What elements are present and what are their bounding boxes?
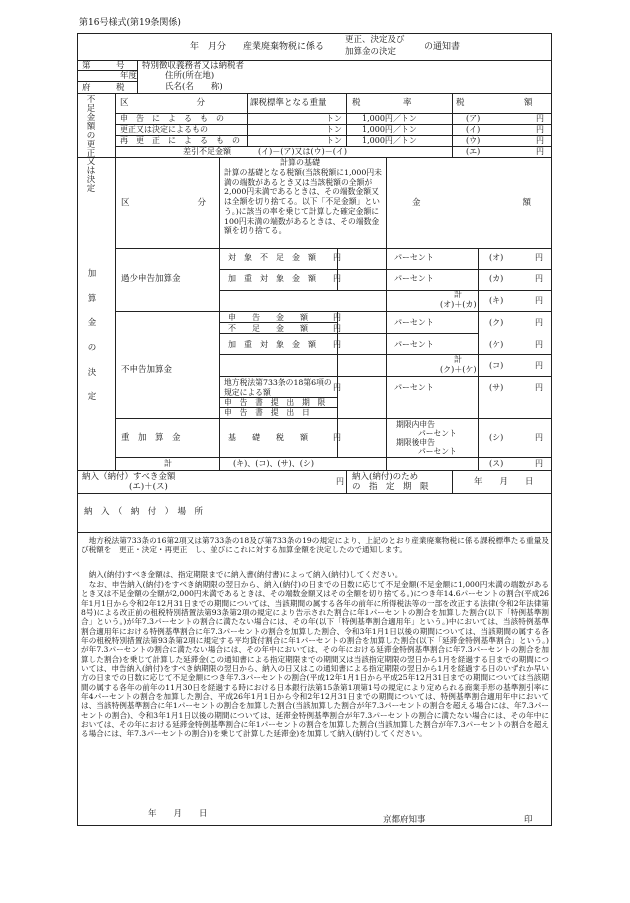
yen-unit: 円 [536, 136, 544, 145]
code-shi: (シ) [489, 433, 504, 442]
yen-unit: 円 [333, 340, 341, 349]
percent-unit: パーセント [394, 340, 434, 349]
sec2-vertical-label: 加算金の決定 [87, 269, 97, 403]
notice-number-label: 第 号 [82, 61, 125, 71]
code-u: (ウ) [466, 136, 481, 145]
percent-unit: パーセント [394, 274, 434, 283]
yen-unit: 円 [535, 274, 543, 283]
unit-ton: トン [326, 114, 342, 123]
filing-date: 申 告 書 提 出 日 [224, 408, 310, 417]
payer-label: 特別徴収義務者又は納税者 [142, 61, 245, 71]
diff-formula: (イ)－(ア)又は(ウ)－(イ) [258, 147, 347, 156]
payment-deadline-label: 納入(納付)のため [352, 472, 419, 482]
address-label: 住所(所在地) [165, 71, 215, 81]
issuer-name: 京都府知事 [383, 815, 426, 825]
code-su: (ス) [489, 459, 504, 468]
payment-amount-formula: (エ)＋(ス) [129, 482, 168, 492]
yen-unit: 円 [535, 340, 543, 349]
tax-rate: 1,000円／トン [362, 136, 417, 145]
prefectural-tax-label: 府 税 [82, 83, 125, 93]
yen-unit: 円 [333, 253, 341, 262]
yen-unit: 円 [535, 318, 543, 327]
basis-title: 計算の基礎 [280, 158, 320, 167]
sec1-header-weight: 課税標準となる重量 [250, 98, 327, 108]
yen-unit: 円 [336, 477, 344, 486]
kashou-label: 過少申告加算金 [121, 274, 181, 284]
name-label: 氏名(名 称) [165, 82, 223, 92]
notice-paragraph-1: 地方税法第733条の16第2項又は第733条の18及び第733条の19の規定により、上記のとおり産業廃棄物税に係る課税標準たる重量及び税額を 更正・決定・再更正 し、並びにこれに対する加算金額を決定したので通知します。 [81, 536, 549, 555]
notice-paragraph-2: 納入(納付)すべき金額は、指定期限までに納入書(納付書)によって納入(納付)してください。 [81, 570, 403, 579]
yen-unit: 円 [333, 313, 341, 322]
target-shortage-amount: 対 象 不 足 金 額 [228, 253, 316, 262]
no-filing-penalty-label: 不申告加算金 [121, 365, 173, 375]
percent-unit: パーセント [394, 318, 434, 327]
seal-mark: 印 [524, 815, 533, 825]
payment-place-label: 納 入 （ 納 付 ） 場 所 [84, 507, 204, 517]
filing-amount: 申 告 金 額 [228, 313, 308, 322]
tax-rate: 1,000円／トン [362, 125, 417, 134]
filing-deadline: 申 告 書 提 出 期 限 [224, 398, 326, 407]
percent-unit: パーセント [394, 253, 434, 262]
percent-unit: パーセント [394, 383, 434, 392]
article-733-18-amount: 地方税法第733条の18第6項の規定による額 [224, 378, 332, 397]
code-e: (エ) [466, 147, 481, 156]
penalty-total-label: 計 [164, 459, 172, 468]
sec1-vertical-label: 不足金額の更正又は決定 [86, 95, 96, 195]
header-title-post: の通知書 [424, 42, 461, 52]
code-ko: (コ) [489, 361, 504, 370]
shortage-amount: 不 足 金 額 [228, 324, 308, 333]
basis-text: 計算の基礎となる税額(当該税額に1,000円未満の端数があるとき又は当該税額の全額が2,000円未満であるときは、その端数金額又は全額を切り捨てる。以下「不足金額」という。)に該当の率を乗じて計算した確定金額に100円未満の端数があるときは、その端数金額を切り捨てる。 [224, 168, 382, 236]
header-option-kasankin: 加算金の決定 [345, 47, 397, 57]
unit-ton: トン [326, 125, 342, 134]
percent-unit: パーセント [418, 447, 457, 456]
sec1-row-label: 再 更 正 に よ る も の [120, 136, 240, 145]
yen-unit: 円 [535, 383, 543, 392]
code-ke: (ケ) [489, 340, 504, 349]
issue-date: 年 月 日 [148, 809, 208, 819]
yen-unit: 円 [535, 296, 543, 305]
penalty-total-formula: (キ)、(コ)、(サ)、(シ) [233, 459, 314, 468]
aggravated-target-amount: 加 重 対 象 金 額 [228, 340, 316, 349]
yen-unit: 円 [535, 459, 543, 468]
sec1-header-rate: 税 率 [352, 98, 412, 108]
yen-unit: 円 [535, 253, 543, 262]
no-filing-total-label: 計 [454, 355, 462, 364]
yen-unit: 円 [536, 114, 544, 123]
code-a: (ア) [466, 114, 481, 123]
code-ka: (カ) [489, 274, 504, 283]
payment-deadline-date: 年 月 日 [474, 477, 534, 487]
sec2-header-amount: 金 額 [412, 198, 532, 208]
percent-unit: パーセント [418, 429, 457, 438]
code-ki: (キ) [489, 296, 504, 305]
yen-unit: 円 [535, 433, 543, 442]
sec1-row-label: 更正又は決定によるもの [120, 125, 208, 134]
yen-unit: 円 [333, 274, 341, 283]
diff-label: 差引不足金額 [183, 147, 231, 156]
heavy-penalty-label: 重 加 算 金 [121, 433, 181, 443]
yen-unit: 円 [536, 125, 544, 134]
header-option-kousei: 更正、決定及び [345, 35, 405, 45]
form-number: 第16号様式(第19条関係) [79, 18, 181, 28]
sec1-header-tax: 税 額 [456, 98, 533, 108]
code-o: (オ) [489, 253, 504, 262]
yen-unit: 円 [333, 433, 341, 442]
code-sa: (サ) [489, 383, 504, 392]
sec1-header-kubun: 区 分 [120, 98, 206, 108]
payment-deadline-label2: の 指 定 期 限 [352, 482, 429, 492]
within-deadline-filing: 期限内申告 [396, 420, 435, 429]
no-filing-total-formula: (ク)＋(ケ) [440, 365, 477, 374]
kashou-total-formula: (オ)＋(カ) [440, 300, 477, 309]
kashou-total-label: 計 [454, 290, 462, 299]
sec2-header-kubun: 区 分 [121, 198, 207, 208]
after-deadline-filing: 期限後申告 [396, 438, 435, 447]
header-year-month: 年 月分 [190, 42, 227, 52]
aggravated-target-amount: 加 重 対 象 金 額 [228, 274, 316, 283]
unit-ton: トン [326, 136, 342, 145]
yen-unit: 円 [535, 361, 543, 370]
yen-unit: 円 [536, 147, 544, 156]
fiscal-year-label: 年度 [120, 71, 138, 81]
sec1-row-label: 申 告 に よ る も の [120, 114, 224, 123]
header-title-pre: 産業廃棄物税に係る [243, 42, 325, 52]
payment-amount-label: 納入（納付）すべき金額 [82, 472, 176, 482]
base-tax-amount: 基 礎 税 額 [228, 433, 308, 442]
code-i: (イ) [466, 125, 481, 134]
yen-unit: 円 [333, 324, 341, 333]
notice-paragraph-3: なお、申告納入(納付)をすべき納期限の翌日から、納入(納付)の日までの日数に応じて不足金額(不足金額に1,000円未満の端数があるとき又は不足金額の全額が2,000円未満であるときは、その端数金額又はその全額を切り捨てる。)につき年14.6パーセントの割合(平成26年1月1日から令和2年12月31日までの期間については、当該期間の属する各年の前年に所得税法等の一部を改正する法律(令和2年法律第8号)による改正前の租税特別措置法第93条第2項の規定により告示された割合に年1パーセントの割合を加算した割合(以下「特例基準割合」という。)が年7.3パーセントの割合に満たない場合には、その年(以下「特例基準割合適用年」という。)中においては、当該特例基準割合適用年における特例基準割合に年7.3パーセントの割合を加算した割合、令和3年1月1日以後の期間については、当該期間の属する各年の租税特別措置法第93条第2項に規定する平均貸付割合に年1パーセントの割合を加算した割合(以下「延滞金特例基準割合」という。)が年7.3パーセントの割合に満たない場合には、その年中においては、その年における延滞金特例基準割合に年7.3パーセントの割合を加算した割合)を乗じて計算した延滞金(この通知書による指定期限までの期間又は当該指定期限の翌日から1月を経過する日までの期間については、申告納入(納付)をすべき納期限の翌日から、納入の日又はこの通知書による指定期限の翌日から1月を経過する日のいずれか早い方の日までの日数に応じて不足金額につき年7.3パーセントの割合(平成12年1月1日から平成25年12月31日までの期間については当該期間の属する各年の前年の11月30日を経過する時における日本銀行法第15条第1項第1号の規定により定められる商業手形の基準割引率に年4パーセントの割合を加算した割合、平成26年1月1日から令和2年12月31日までの期間については、特例基準割合適用年中においては、当該特例基準割合に年1パーセントの割合を加算した割合(当該加算した割合が年7.3パーセントの割合を超える場合には、年7.3パーセントの割合)、令和3年1月1日以後の期間については、延滞金特例基準割合が年7.3パーセントの割合に満たない場合には、その年中においては、その年における延滞金特例基準割合に年1パーセントの割合を加算した割合(当該加算した割合が年7.3パーセントの割合を超える場合には、年7.3パーセントの割合))を乗じて計算した延滞金)を加算して納入(納付)してください。 [81, 580, 549, 739]
tax-rate: 1,000円／トン [362, 114, 417, 123]
code-ku: (ク) [489, 318, 504, 327]
yen-unit: 円 [333, 383, 341, 392]
